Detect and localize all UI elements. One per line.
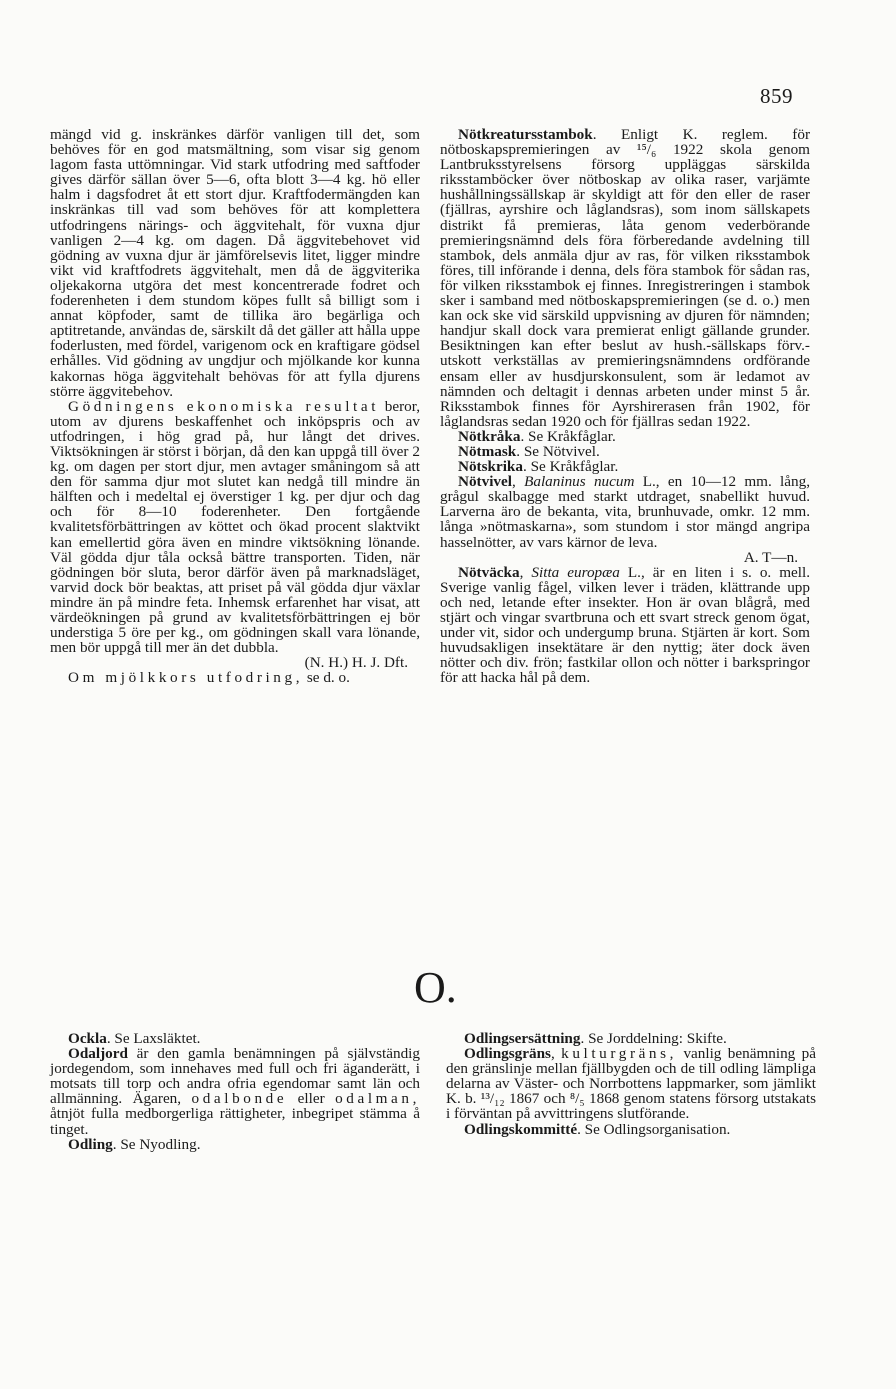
headword: Nötskrika (458, 458, 523, 476)
entry-ockla (50, 1031, 420, 1046)
entry-odaljord (50, 1046, 420, 1137)
entry-odlingsersattning (446, 1031, 816, 1046)
spaced-term: odalman, (335, 1090, 420, 1108)
entry-odlingsgrans: Odlingsgräns, kulturgräns, vanlig benämning på den gränslinje mellan fjällbygden och de till odling lämpliga delarna av Väster- och Norrbottens lappmarker, som jämlikt K. b. ¹³/₁₂ 1867 och ⁸/₅ 1868 genom statens försorg utstakats i förväntan på avvittringens slutförande. (446, 1045, 817, 1123)
spaced-term: odalbonde (191, 1090, 288, 1108)
headword: Nötvivel (458, 473, 512, 491)
paragraph (50, 670, 420, 685)
entry-notvivel: Nötvivel, Balaninus nucum L., en 10—12 mm. lång, grågul skalbagge med starkt utdraget, snabellikt huvud. Larverna äro de bekanta, vita, brunhuvade, omkr. 12 mm. långa »nötmaskarna», som stundom i stor mängd angripa hasselnötter, av vars kärnor de leva. (440, 473, 810, 551)
headword: Ockla (68, 1030, 107, 1047)
entry-text: L., en 10—12 mm. lång, grågul skalbagge med starkt utdraget, snabellikt huvud. Larverna äro de bekanta, vita, brunhuvade, omkr. 12 mm. långa »nötmaskarna», som stundom i stor mängd angripa hasselnötter, av vars kärnor de leva. (440, 473, 810, 551)
entry-text: . Se Laxsläktet. (106, 1030, 201, 1047)
headword: Odlingsgräns (464, 1045, 551, 1063)
entry-text: är den gamla benämningen på självständig jordegendom, som innehaves med full och fri äganderätt, i motsats till torp och andra ofria egendomar samt län och allmänning. Ägaren, (50, 1045, 420, 1108)
spaced-term: kulturgräns, (561, 1045, 678, 1063)
headword: Odaljord (68, 1045, 128, 1063)
paragraph-text: se d. o. (303, 669, 350, 687)
entry-text: vanlig benämning på den gränslinje mellan fjällbygden och de till odling lämpliga delarna av Väster- och Norrbottens lappmarker, som jämlikt K. b. ¹³/₁₂ 1867 och ⁸/₅ 1868 genom statens försorg utstakats i förväntan på avvittringens slutförande. (446, 1045, 817, 1123)
headword: Nötmask (458, 442, 517, 460)
entry-text: . Se Kråkfåglar. (522, 458, 619, 476)
headword: Nötväcka (458, 563, 520, 581)
headword: Odlingskommitté (464, 1120, 578, 1138)
headword: Odlingsersättning (464, 1030, 581, 1047)
author-signature: (N. H.) H. J. Dft. (304, 654, 408, 672)
entry-text: . Se Jorddelning: Skifte. (580, 1030, 727, 1047)
page-number: 859 (760, 84, 793, 108)
entry-text: L., är en liten i s. o. mell. Sverige vanlig fågel, vilken lever i träden, klättrande upp och ned, letande efter insekter. Hon är ovan blågrå, med stjärt och vingar svartbruna och ett svart streck genom ögat, under vit, sidor och undergump bruna. Stjärten är kort. Som huvudsakligen insektätare är den nyttig; äter dock även nötter och div. frön; fastkilar ollon och nötter i barkspringor för att hacka hål på dem. (440, 563, 811, 687)
column-bottom-right (446, 1031, 816, 1137)
entry-text: . Se Nötvivel. (516, 442, 600, 460)
entry-text: . Se Nyodling. (112, 1135, 201, 1153)
column-bottom-left (50, 1031, 420, 1152)
headword: Nötkreatursstambok (458, 126, 593, 143)
entry-text: eller (287, 1090, 336, 1108)
section-letter: O. (414, 963, 457, 1012)
entry-text: . Se Kråkfåglar. (520, 427, 616, 445)
entry-odling (50, 1137, 420, 1152)
spaced-term: Gödningens ekonomiska resultat (68, 397, 380, 415)
entry-text: . Se Odlingsorganisation. (577, 1120, 731, 1138)
entry-notkreatursstambok (440, 127, 810, 429)
paragraph: mängd vid g. inskränkes därför vanligen till det, som behöves för en god matsmältning, som visar sig genom lagom fasta uttömningar. Vid stark utfodring med saftfoder gives därför sällan över 5—6, ofta blott 3—4 kg. hö eller halm i dagsfodret åt ett stort djur. Kraftfodermängden kan inskränkas till vad som behöves för att komplettera utfodringens närings- och äggvitehalt, för vuxna djur vanligen 2—4 kg. om dagen. Då äggvitebehovet vid gödning av vuxna djur är jämförelsevis litet, ligger mindre vikt vid kraftfodrets äggvitehalt, men då de äggviterika oljekakorna utgöra det mest koncentrerade fodret och foderenheten i dem stundom köpes fullt så billigt som i annat köpfoder, samt de tillika äro begärliga och aptitretande, användas de, särskilt då det gäller att hålla uppe foderlusten, med fördel, varigenom ock en kraftigare gödsel erhålles. Vid gödning av ungdjur och mjölkande kor kunna kakornas höga äggvitehalt behövas för att fylla djurens större äggvitebehov. (50, 126, 420, 400)
headword: Nötkråka (458, 427, 521, 445)
headword: Odling (68, 1135, 113, 1153)
entry-notskrika (440, 459, 810, 474)
entry-notmask (440, 444, 810, 459)
column-top-left (50, 127, 420, 685)
spaced-term: Om mjölkkors utfodring, (68, 669, 304, 687)
author-signature: A. T—n. (743, 548, 798, 566)
latin-name: Sitta europæa (531, 563, 620, 581)
entry-text: . Enligt K. reglem. för nötboskapspremieringen av ¹⁵/₆ 1922 skola genom Lantbruksstyrelsens försorg uppläggas särskilda riksstamböcker över nötboskap av olika raser, varjämte hushållningssällskap är skyldigt att för den eller de raser (fjällras, ayrshire och låglandsras), som inom sällskapets distrikt få premieras, låta genom vederbörande premieringsnämnd dels föra förberedande avdelning till stambok, dels anmäla djur av ras, för vilken riksstambok föres, till införande i denna, dels föra stambok för sådan ras, för vilken riksstambok ej finnes. Inregistreringen i stambok sker i samband med nötboskapspremieringen (se d. o.) men kan ock ske vid särskild uppvisning av djuren för nämnden; handjur skall dock vara premierat enligt gällande grunder. Besiktningen kan efter beslut av hush.-sällskaps förv.-utskott verkställas av premieringsnämndens ordförande ensam eller av husdjurskonsulent, som är ledamot av nämnden och deltagit i dennas arbeten under minst 5 år. Riksstambok finnes för Ayrshirerasen från 1902, för låglandsras sedan 1920 och för fjällras sedan 1922. (440, 126, 810, 430)
entry-text: åtnjöt fulla medborgerliga rättigheter, inbegripet stämma å tinget. (50, 1105, 420, 1138)
column-top-right (440, 127, 810, 685)
latin-name: Balaninus nucum (524, 473, 635, 491)
paragraph-text: beror, utom av djurens beskaffenhet och inköpspris och av utfodringen, i hög grad på, hur långt det drives. Viktsökningen är störst i början, då den kan uppgå till över 2 kg. om dagen per stort djur, men avtager småningom så att den för samma djur mot slutet kan nedgå till mindre än hälften och i medeltal ej överstiger 1 kg. per djur och dag och för 8—10 foderenheter. Den fortgående kvalitetsförbättringen av köttet och ökad procent slaktvikt kan emellertid göra även en mindre viktsökning lönande. Väl gödda djur tåla också bättre transporten. Tiden, när gödningen bör sluta, beror därför även på marknadsläget, varvid dock bör beaktas, att priset på väl gödda djur växlar mindre än på mindre feta. Inhemsk erfarenhet har visat, att värdeökningen på grund av kvalitetsförbättringen ej bör understiga 5 öre per kg., om gödningen skall vara lönande, men bör uppgå till mer än det dubbla. (50, 397, 421, 657)
paragraph (50, 399, 420, 656)
entry-notkraka (440, 429, 810, 444)
entry-odlingskommitte (446, 1122, 816, 1137)
entry-notvacka: Nötväcka, Sitta europæa L., är en liten i s. o. mell. Sverige vanlig fågel, vilken lever i träden, klättrande upp och ned, letande efter insekter. Hon är ovan blågrå, med stjärt och vingar svartbruna och ett svart streck genom ögat, under vit, sidor och undergump bruna. Stjärten är kort. Som huvudsakligen insektätare är den nyttig; äter dock även nötter och div. frön; fastkilar ollon och nötter i barkspringor för att hacka hål på dem. (440, 563, 811, 687)
